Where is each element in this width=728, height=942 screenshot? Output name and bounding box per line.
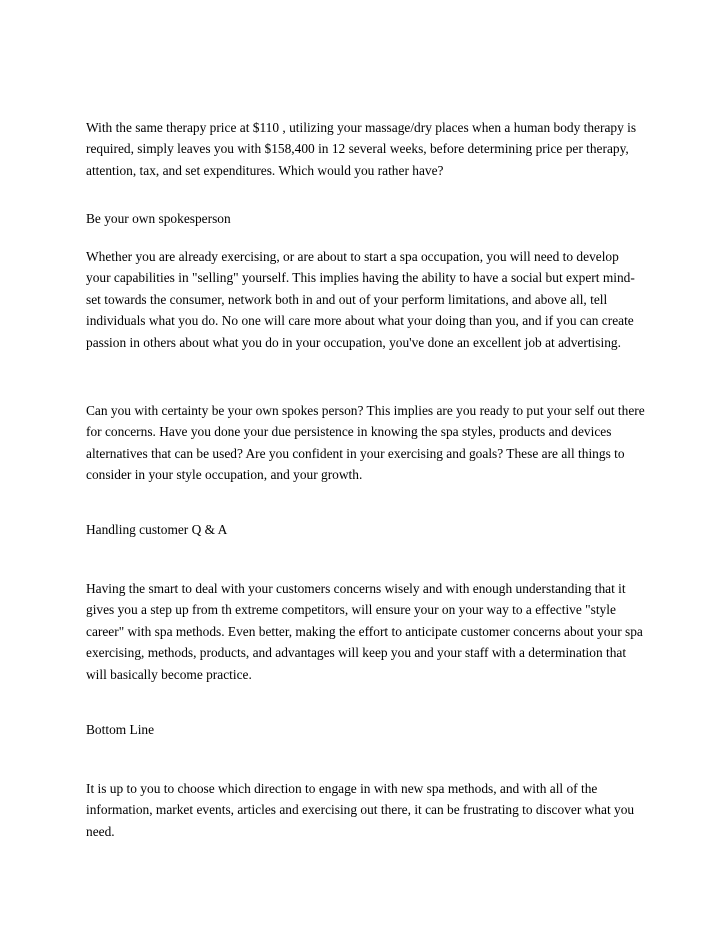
paragraph-therapy-price: With the same therapy price at $110 , utilizing your massage/dry places when a human body therapy is required, simply leaves you with $158,400 in 12 several weeks, before determining price per therapy, attention, tax, and set expenditures. Which would you rather have? <box>86 120 637 178</box>
heading-customer-qa: Handling customer Q & A <box>86 522 228 537</box>
paragraph-bottom-line: It is up to you to choose which direction to engage in with new spa methods, and with all of the information, market events, articles and exercising out there, it can be frustrating to discover what you need. <box>86 781 635 839</box>
paragraph-selling-yourself: Whether you are already exercising, or are about to start a spa occupation, you will need to develop your capabilities in "selling" yourself. This implies having the ability to have a social but expert mind-set towards the consumer, network both in and out of your perform limitations, and above all, tell individuals what you do. No one will care more about what your doing than you, and if you can create passion in others about what you do in your occupation, you've done an excellent job at advertising. <box>86 249 635 350</box>
paragraph-customer-concerns: Having the smart to deal with your customers concerns wisely and with enough understanding that it gives you a step up from th extreme competitors, will ensure your on your way to a effective "style career" with spa methods. Even better, making the effort to anticipate customer concerns about your spa exercising, methods, products, and advantages will keep you and your staff with a determination that will basically become practice. <box>86 581 643 682</box>
paragraph-spokes-person-question: Can you with certainty be your own spokes person? This implies are you ready to put your self out there for concerns. Have you done your due persistence in knowing the spa styles, products and devices alternatives that can be used? Are you confident in your exercising and goals? These are all things to consider in your style occupation, and your growth. <box>86 403 645 483</box>
heading-spokesperson: Be your own spokesperson <box>86 211 231 226</box>
heading-bottom-line: Bottom Line <box>86 722 155 737</box>
